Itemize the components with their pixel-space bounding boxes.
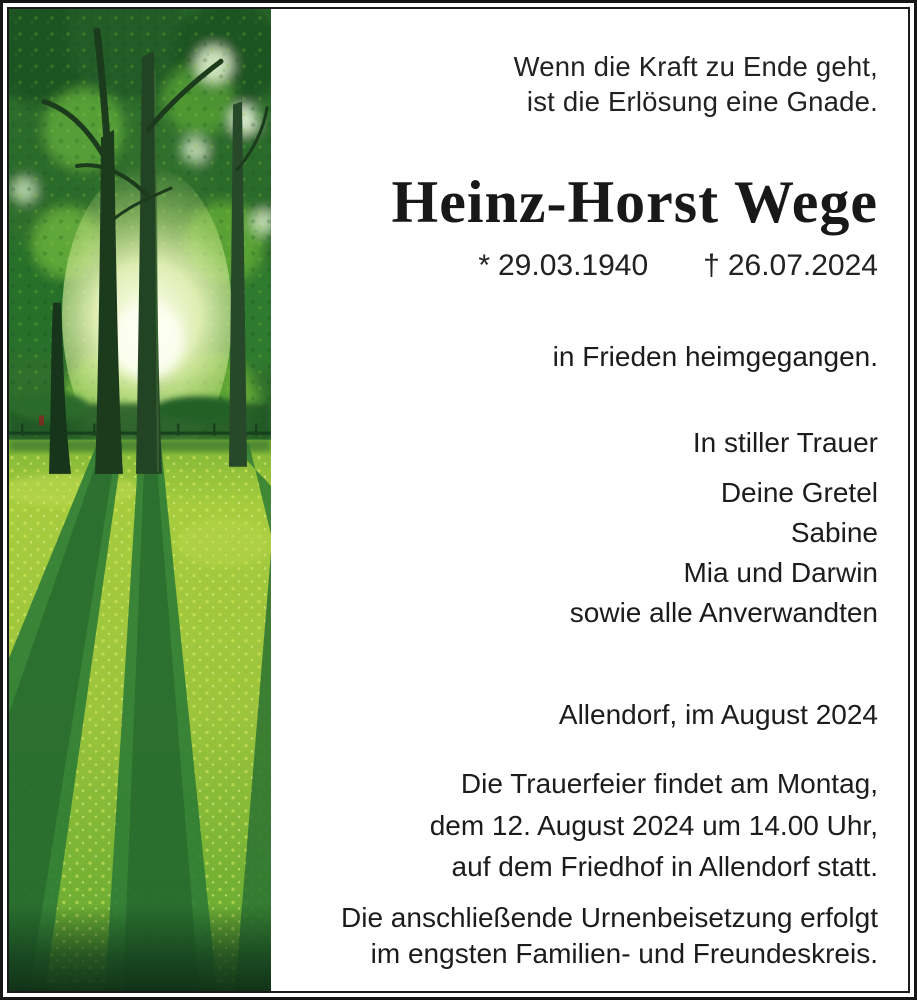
- epigraph: [514, 49, 878, 119]
- notice-text: [271, 9, 908, 991]
- deceased-name: Heinz-Horst Wege: [391, 169, 878, 235]
- death-date-value: 26.07.2024: [727, 249, 878, 282]
- mourner: sowie alle Anverwandten: [569, 597, 878, 628]
- birth-star-symbol: *: [478, 249, 490, 282]
- burial-details: [341, 900, 878, 972]
- mourning-intro: In stiller Trauer: [692, 427, 878, 458]
- life-dates: [478, 247, 878, 285]
- mourner: Sabine: [790, 517, 878, 548]
- mourner: Mia und Darwin: [683, 557, 878, 588]
- lawn-bottom-shadow: [9, 904, 271, 991]
- death-cross-symbol: †: [703, 249, 720, 282]
- place-and-date: Allendorf, im August 2024: [558, 699, 878, 730]
- fence-detail: [39, 415, 44, 425]
- epigraph-line-2: ist die Erlösung eine Gnade.: [526, 86, 878, 117]
- notice-frame: [7, 7, 910, 993]
- farewell-message: in Frieden heimgegangen.: [552, 341, 878, 372]
- death-date: [703, 249, 878, 282]
- park-photo-graphic: [9, 9, 271, 991]
- epigraph-line-1: Wenn die Kraft zu Ende geht,: [513, 51, 878, 82]
- birth-date-value: 29.03.1940: [498, 249, 649, 282]
- funeral-line-2: dem 12. August 2024 um 14.00 Uhr,: [429, 809, 878, 841]
- memorial-photo: [9, 9, 271, 991]
- mourner: Deine Gretel: [720, 477, 878, 508]
- funeral-line-1: Die Trauerfeier findet am Montag,: [460, 768, 878, 799]
- birth-date: [478, 249, 648, 282]
- funeral-details: [430, 763, 878, 888]
- burial-line-2: im engsten Familien- und Freundeskreis.: [370, 937, 878, 969]
- mourners-list: [570, 473, 878, 633]
- funeral-line-3: auf dem Friedhof in Allendorf statt.: [451, 851, 878, 882]
- burial-line-1: Die anschließende Urnenbeisetzung erfolgt: [341, 901, 878, 933]
